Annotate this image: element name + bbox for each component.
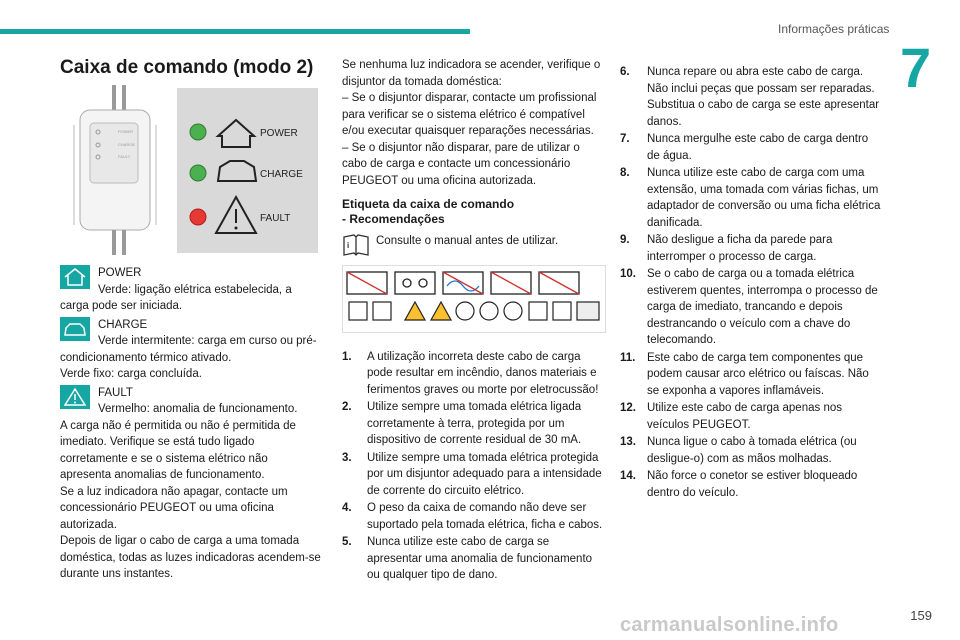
breaker-dash-2: – Se o disjuntor não disparar, pare de utilizar o cabo de carga e contacte um concessionário PEUGEOT ou uma oficina autorizada. bbox=[342, 141, 580, 187]
list-item: 2. Utilize sempre uma tomada elétrica ligada corretamente à terra, protegida por um dispositivo de corrente residual de 30 mA. bbox=[342, 401, 582, 446]
fault-label: FAULT bbox=[98, 386, 133, 399]
car-icon bbox=[60, 317, 90, 341]
list-item: 14. Não force o conetor se estiver bloqueado dentro do veículo. bbox=[620, 470, 858, 499]
charge-entry bbox=[60, 317, 322, 383]
list-item: 13. Nunca ligue o cabo à tomada elétrica (ou desligue-o) com as mãos molhadas. bbox=[620, 436, 857, 465]
chapter-number: 7 bbox=[900, 36, 932, 99]
manual-note bbox=[342, 233, 607, 257]
book-icon bbox=[342, 233, 370, 257]
breaker-dash-1: – Se o disjuntor disparar, contacte um profissional para verificar se o sistema elétrico é compatível e/ou executar quaisquer reparações necessárias. bbox=[342, 92, 597, 137]
panel-power-label: POWER bbox=[260, 128, 298, 139]
list-item: 6. Nunca repare ou abra este cabo de carga. Não inclui peças que possam ser reparadas. Substitua o cabo de carga se este apresentar danos. bbox=[620, 66, 880, 128]
list-item: 3. Utilize sempre uma tomada elétrica protegida por um disjuntor adequado para a intensidade de corrente do circuito elétrico. bbox=[342, 451, 602, 497]
control-box-illustration bbox=[70, 85, 318, 255]
label-subtitle-2: - Recomendações bbox=[342, 212, 445, 226]
section-title: Informações práticas bbox=[778, 22, 890, 36]
warning-label-strip bbox=[342, 265, 606, 333]
list-item: 5. Nunca utilize este cabo de carga se apresentar uma anomalia de funcionamento ou qualquer tipo de dano. bbox=[342, 536, 593, 581]
power-label: POWER bbox=[98, 267, 142, 279]
header-accent-bar bbox=[0, 29, 470, 34]
column-right bbox=[620, 64, 882, 502]
svg-text:FAULT: FAULT bbox=[118, 154, 131, 159]
fault-text-2: A carga não é permitida ou não é permitida de imediato. Verifique se está tudo ligado corretamente e se o sistema elétrico não apresenta anomalias de funcionamento. bbox=[60, 419, 296, 481]
list-item: 1. A utilização incorreta deste cabo de carga pode resultar em incêndio, danos materiais e ferimentos graves ou morte por eletrocussão! bbox=[342, 350, 599, 396]
footer-watermark: carmanualsonline.info bbox=[620, 614, 839, 636]
fault-entry bbox=[60, 385, 322, 583]
fault-text: Vermelho: anomalia de funcionamento. bbox=[98, 403, 298, 415]
fault-text-3: Se a luz indicadora não apagar, contacte um concessionário PEUGEOT ou uma oficina autorizada. bbox=[60, 485, 288, 531]
power-entry bbox=[60, 265, 322, 315]
charge-text-2: Verde fixo: carga concluída. bbox=[60, 368, 202, 380]
charge-text: Verde intermitente: carga em curso ou pré-condicionamento térmico ativado. bbox=[60, 335, 317, 364]
label-subtitle-1: Etiqueta da caixa de comando bbox=[342, 197, 515, 211]
panel-charge-label: CHARGE bbox=[260, 169, 303, 180]
charge-label: CHARGE bbox=[98, 318, 148, 331]
svg-text:i: i bbox=[347, 241, 350, 250]
list-item: 8. Nunca utilize este cabo de carga com uma extensão, uma tomada com várias fichas, um adaptador de conversão ou uma ficha elétrica danificada. bbox=[620, 167, 881, 229]
page-number: 159 bbox=[910, 608, 932, 623]
fault-text-4: Depois de ligar o cabo de carga a uma tomada doméstica, todas as luzes indicadoras acendem-se durante uns instantes. bbox=[60, 535, 321, 580]
svg-text:POWER: POWER bbox=[118, 129, 134, 134]
warning-icon bbox=[60, 385, 90, 409]
recommendations-list-1 bbox=[342, 349, 607, 584]
column-middle bbox=[342, 57, 607, 585]
list-item: 7. Nunca mergulhe este cabo de carga dentro de água. bbox=[620, 133, 869, 162]
list-item: 10. Se o cabo de carga ou a tomada elétrica estiverem quentes, interrompa o processo de carga de imediato, trancando e depois destrancando o veículo com a chave do telecomando. bbox=[620, 268, 878, 346]
list-item: 9. Não desligue a ficha da parede para interromper o processo de carga. bbox=[620, 234, 833, 263]
recommendations-list-2 bbox=[620, 64, 882, 501]
house-icon bbox=[60, 265, 90, 289]
list-item: 4. O peso da caixa de comando não deve ser suportado pela tomada elétrica, ficha e cabos. bbox=[342, 502, 603, 531]
panel-fault-label: FAULT bbox=[260, 213, 291, 224]
list-item: 12. Utilize este cabo de carga apenas nos veículos PEUGEOT. bbox=[620, 402, 842, 431]
power-text: Verde: ligação elétrica estabelecida, a carga pode ser iniciada. bbox=[60, 283, 292, 312]
indicator-explanations bbox=[60, 265, 322, 583]
breaker-intro: Se nenhuma luz indicadora se acender, verifique o disjuntor da tomada doméstica: bbox=[342, 59, 601, 88]
svg-text:CHARGE: CHARGE bbox=[118, 142, 136, 147]
list-item: 11. Este cabo de carga tem componentes que podem causar arco elétrico ou faíscas. Não se exponha a vapores inflamáveis. bbox=[620, 351, 869, 397]
page-title: Caixa de comando (modo 2) bbox=[60, 57, 314, 78]
manual-note-text: Consulte o manual antes de utilizar. bbox=[376, 235, 559, 247]
